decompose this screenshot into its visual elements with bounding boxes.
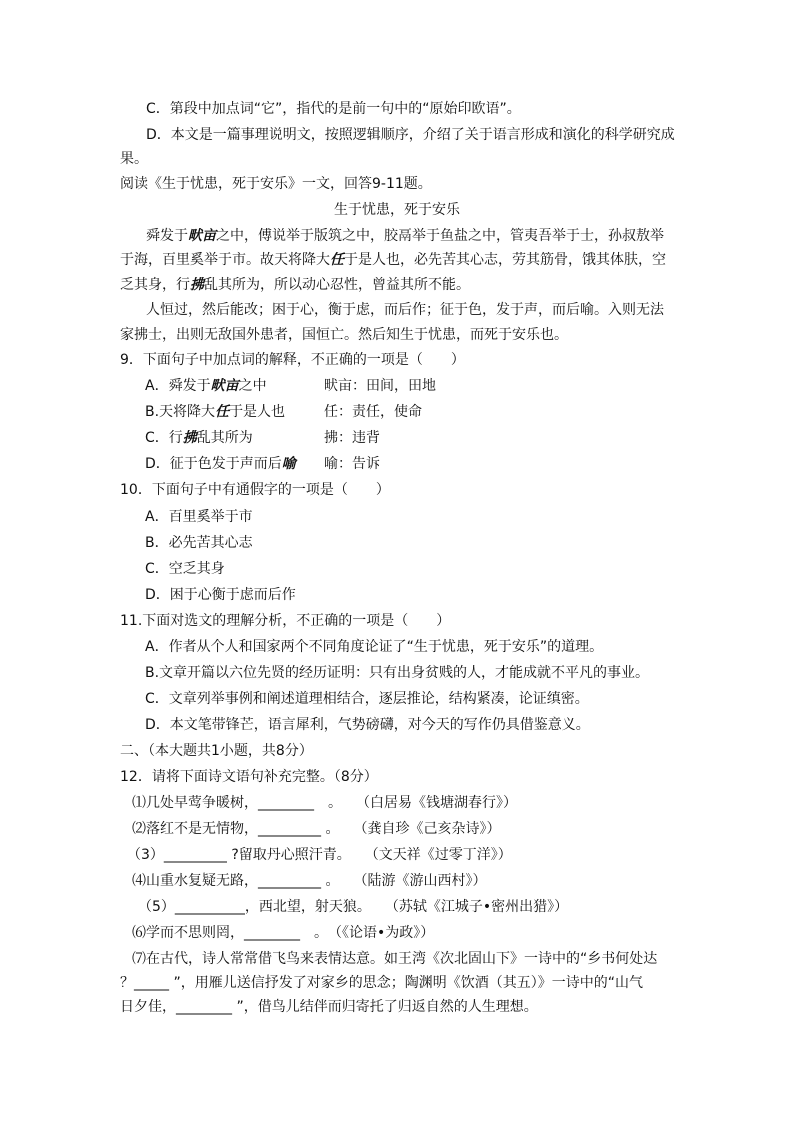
q9-option-b: [145, 402, 285, 422]
question-11: 11.下面对选文的理解分析，不正确的一项是（ ）: [120, 613, 451, 629]
question-12: 12．请将下面诗文语句补充完整。（8分）: [120, 769, 378, 785]
question-9: 9．下面句子中加点词的解释，不正确的一项是（ ）: [120, 352, 465, 368]
passage-line-5: 家拂士，出则无敌国外患者，国恒亡。然后知生于忧患，而死于安乐也。: [120, 327, 568, 343]
question-10: 10．下面句子中有通假字的一项是（ ）: [120, 482, 390, 498]
dotted-word: 任: [215, 404, 230, 420]
text: 舜发于: [146, 228, 188, 244]
passage-line-4: 人恒过，然后能改；困于心，衡于虑，而后作；征于色，发于声，而后喻。入则无法: [146, 302, 664, 318]
q11-option-d: D．本文笔带锋芒，语言犀利，气势磅礴，对今天的写作仍具借鉴意义。: [145, 717, 590, 733]
passage-line-1: [146, 226, 664, 246]
text: 乱其所为: [196, 430, 253, 446]
text: 乏其身，行: [120, 277, 190, 293]
text: A．舜发于: [145, 378, 211, 394]
poem-blank-3: （3）_________ ?留取丹心照汗青。 （文天祥《过零丁洋》）: [127, 847, 512, 863]
text: 之中: [238, 378, 267, 394]
dotted-word: 喻: [281, 456, 296, 472]
text: 于是人也: [229, 404, 286, 420]
dotted-word: 畎亩: [210, 378, 239, 394]
poem-blank-7-line-3: 日夕佳，________ ”，借鸟儿结伴而归寄托了归返自然的人生理想。: [120, 999, 538, 1015]
text: B.天将降大: [145, 404, 216, 420]
q9-option-c: [145, 428, 253, 448]
poem-blank-6: ⑹学而不思则罔，________ 。 （《论语•为政》）: [132, 925, 435, 941]
text: 于是人也，必先苦其心志，劳其筋骨，饿其体肤，空: [344, 252, 666, 268]
q11-option-a: A．作者从个人和国家两个不同角度论证了“生于忧患，死于安乐”的道理。: [145, 639, 604, 655]
q9-option-d-explain: 喻：告诉: [324, 456, 380, 472]
q11-option-c: C．文章列举事例和阐述道理相结合，逐层推论，结构紧凑，论证缜密。: [145, 691, 589, 707]
poem-blank-4: ⑷山重水复疑无路，_________ 。 （陆游《游山西村》）: [132, 873, 487, 889]
passage-title: 生于忧患，死于安乐: [334, 202, 460, 218]
q10-option-b: B．必先苦其心志: [145, 535, 253, 551]
option-c-prev: C．第段中加点词“它”，指代的是前一句中的“原始印欧语”。: [146, 101, 521, 117]
q11-option-b: B.文章开篇以六位先贤的经历证明：只有出身贫贱的人，才能成就不平凡的事业。: [145, 665, 650, 681]
passage-line-3: [120, 275, 470, 295]
text: 之中，傅说举于版筑之中，胶鬲举于鱼盐之中，管夷吾举于士，孙叔敖举: [216, 228, 664, 244]
poem-blank-7-line-1: ⑺在古代，诗人常常借飞鸟来表情达意。如王湾《次北固山下》一诗中的“乡书何处达: [132, 951, 658, 967]
text: 乱其所为，所以动心忍性，曾益其所不能。: [204, 277, 470, 293]
q10-option-a: A．百里奚举于市: [145, 509, 253, 525]
reading-instruction: 阅读《生于忧患，死于安乐》一文，回答9-11题。: [120, 176, 432, 192]
poem-blank-7-line-2: ？_____ ”，用雁儿送信抒发了对家乡的思念；陶渊明《饮酒（其五）》一诗中的“山气: [120, 975, 643, 991]
q10-option-c: C．空乏其身: [145, 561, 225, 577]
q9-option-a-explain: 畎亩：田间，田地: [324, 378, 436, 394]
dotted-word: 拂: [190, 277, 204, 293]
poem-blank-5: （5）__________，西北望，射天狼。 （苏轼《江城子•密州出猎》）: [138, 899, 569, 915]
poem-blank-2: ⑵落红不是无情物，_________ 。 （龚自珍《己亥杂诗》）: [132, 821, 501, 837]
option-d-prev-cont: 果。: [120, 151, 148, 167]
q9-option-a: [145, 376, 267, 396]
text: 于海，百里奚举于市。故天将降大: [120, 252, 330, 268]
dotted-word: 任: [330, 252, 344, 268]
section-2-heading: 二、（本大题共1小题，共8分）: [120, 743, 313, 759]
q9-option-b-explain: 任：责任，使命: [324, 404, 422, 420]
q10-option-d: D．困于心衡于虑而后作: [145, 587, 296, 603]
dotted-word: 畎亩: [188, 228, 216, 244]
text: D．征于色发于声而后: [145, 456, 282, 472]
q9-option-d: [145, 454, 296, 474]
dotted-word: 拂: [182, 430, 197, 446]
passage-line-2: [120, 250, 666, 270]
option-d-prev: D．本文是一篇事理说明文，按照逻辑顺序，介绍了关于语言形成和演化的科学研究成: [146, 127, 675, 143]
q9-option-c-explain: 拂：违背: [324, 430, 380, 446]
poem-blank-1: ⑴几处早莺争暖树，________ 。 （白居易《钱塘湖春行》）: [132, 795, 517, 811]
text: C．行: [145, 430, 183, 446]
